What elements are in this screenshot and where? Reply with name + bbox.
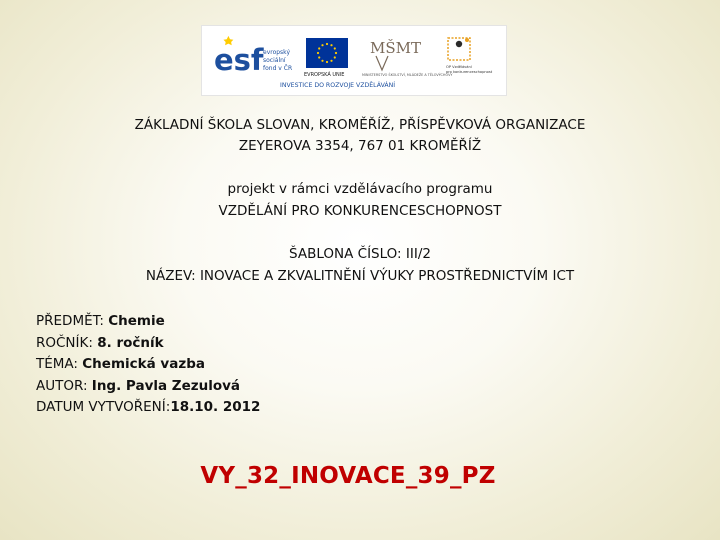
info-row-grade [36,333,260,355]
investice-caption: INVESTICE DO ROZVOJE VZDĚLÁVÁNÍ [280,82,396,89]
esf-line2: sociální [263,57,286,64]
esf-line1: evropský [263,49,290,56]
info-row-topic [36,354,260,376]
info-label: TÉMA: [36,356,83,372]
eu-star [326,61,328,63]
msmt-logo [362,39,453,77]
info-row-author [36,376,260,398]
info-value: Chemická vazba [82,356,205,372]
eu-star [330,60,332,62]
eu-flag [304,38,348,78]
eu-caption: EVROPSKÁ UNIE [304,72,345,78]
esf-logo [210,34,292,78]
eu-star [321,44,323,46]
eu-star [335,52,337,54]
eu-star [326,43,328,45]
school-name: ZÁKLADNÍ ŠKOLA SLOVAN, KROMĚŘÍŽ, PŘÍSPĚVKOVÁ ORGANIZACE [134,117,586,133]
eu-star [334,47,336,49]
msmt-caption: MINISTERSTVO ŠKOLSTVÍ, MLÁDEŽE A TĚLOVÝCHOVY [362,73,453,77]
info-label: PŘEDMĚT: [36,313,109,329]
info-value: 8. ročník [97,334,164,351]
info-value: Ing. Pavla Zezulová [91,377,241,394]
op-logo [446,38,493,74]
eu-star [334,56,336,58]
info-label: ROČNÍK: [36,334,98,351]
info-row-subject [36,311,260,333]
template-number: ŠABLONA ČÍSLO: III/2 [289,246,431,262]
eu-star [318,47,320,49]
eu-star [330,44,332,46]
eu-star [318,56,320,58]
eu-star [317,52,319,54]
op-line2: pro konkurenceschopnost [446,70,493,74]
msmt-text: MŠMT [370,39,421,57]
project-line2: VZDĚLÁNÍ PRO KONKURENCESCHOPNOST [218,203,502,219]
info-value: 18.10. 2012 [170,399,261,415]
op-line1: OP Vzdělávání [446,65,472,69]
info-row-date [36,397,260,419]
project-line1: projekt v rámci vzdělávacího programu [227,181,493,197]
logo-banner [201,25,507,96]
info-value: Chemie [108,313,165,329]
info-block [36,311,260,419]
esf-line3: fond v ČR [263,65,293,72]
material-code: VY_32_INOVACE_39_PZ [200,463,496,489]
school-address: ZEYEROVA 3354, 767 01 KROMĚŘÍŽ [238,138,482,154]
esf-text: esf [214,43,264,77]
template-name: NÁZEV: INOVACE A ZKVALITNĚNÍ VÝUKY PROSTŘEDNICTVÍM ICT [145,268,575,284]
eu-star [321,60,323,62]
info-label: AUTOR: [36,377,92,394]
info-label: DATUM VYTVOŘENÍ: [36,399,171,415]
logo-strip [202,26,506,95]
